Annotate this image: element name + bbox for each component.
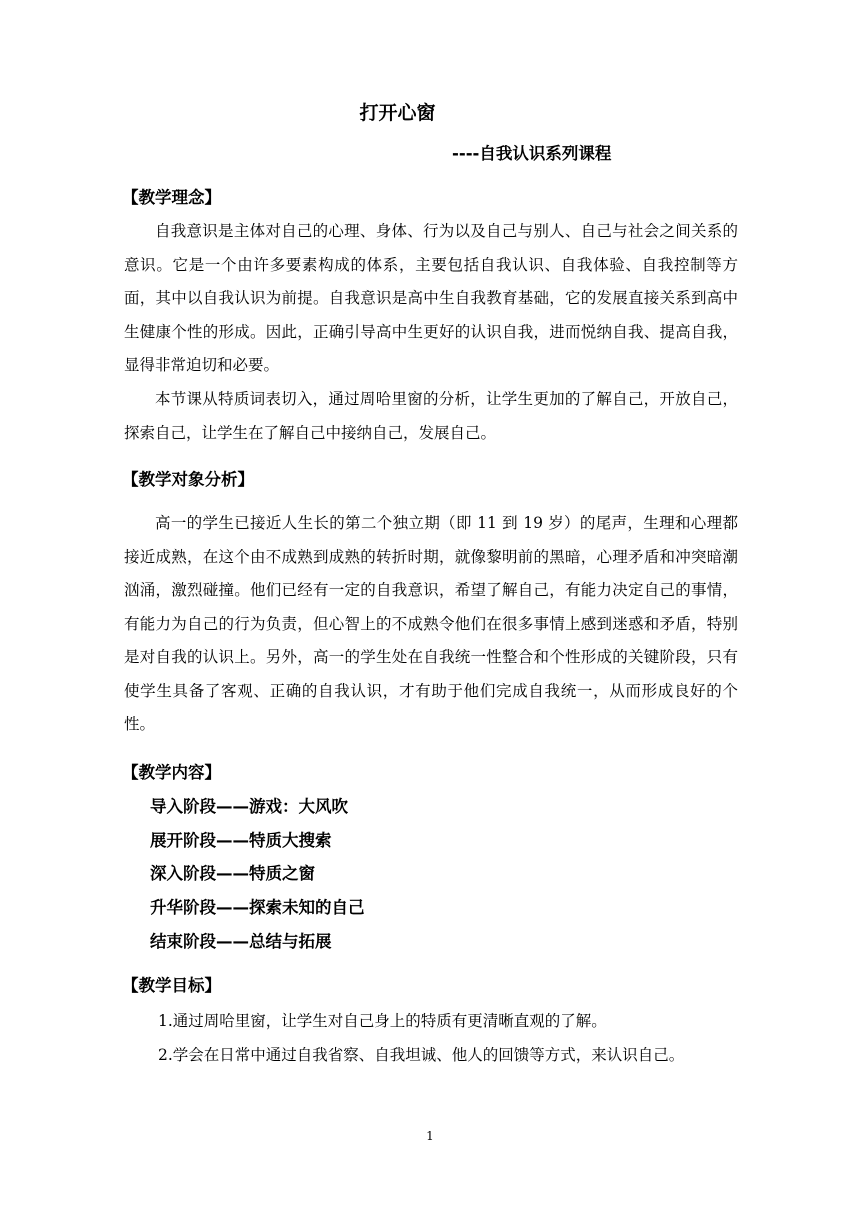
philosophy-paragraph-2: 本节课从特质词表切入，通过周哈里窗的分析，让学生更加的了解自己，开放自己，探索自己，让学生在了解自己中接纳自己，发展自己。 xyxy=(124,390,738,442)
page-number: 1 xyxy=(426,1129,434,1143)
content-stage-2: 展开阶段——特质大搜索 xyxy=(150,831,332,850)
philosophy-paragraph-1: 自我意识是主体对自己的心理、身体、行为以及自己与别人、自己与社会之间关系的意识。它是一个由许多要素构成的体系，主要包括自我认识、自我体验、自我控制等方面，其中以自我认识为前提。自我意识是高中生自我教育基础，它的发展直接关系到高中生健康个性的形成。因此，正确引导高中生更好的认识自我，进而悦纳自我、提高自我，显得非常迫切和必要。 xyxy=(124,222,738,374)
section-heading-philosophy: 【教学理念】 xyxy=(122,188,221,207)
audience-paragraph: 高一的学生已接近人生长的第二个独立期（即 11 到 19 岁）的尾声，生理和心理都接近成熟，在这个由不成熟到成熟的转折时期，就像黎明前的黑暗，心理矛盾和冲突暗潮汹涌，激烈碰撞。他们已经有一定的自我意识，希望了解自己，有能力决定自己的事情，有能力为自己的行为负责，但心智上的不成熟令他们在很多事情上感到迷惑和矛盾，特别是对自我的认识上。另外，高一的学生处在自我统一性整合和个性形成的关键阶段，只有使学生具备了客观、正确的自我认识，才有助于他们完成自我统一，从而形成良好的个性。 xyxy=(124,514,738,733)
content-stage-4: 升华阶段——探索未知的自己 xyxy=(150,898,365,917)
goal-item-2: 2.学会在日常中通过自我省察、自我坦诚、他人的回馈等方式，来认识自己。 xyxy=(158,1046,685,1064)
content-stage-5: 结束阶段——总结与拓展 xyxy=(150,932,332,951)
content-stage-1: 导入阶段——游戏：大风吹 xyxy=(150,797,348,816)
document-title: 打开心窗 xyxy=(359,102,436,124)
section-heading-content: 【教学内容】 xyxy=(122,763,221,782)
section-heading-goals: 【教学目标】 xyxy=(122,976,221,995)
document-subtitle: ----自我认识系列课程 xyxy=(452,144,612,163)
content-stage-3: 深入阶段——特质之窗 xyxy=(150,864,315,883)
goal-item-1: 1.通过周哈里窗，让学生对自己身上的特质有更清晰直观的了解。 xyxy=(158,1012,607,1030)
section-heading-audience: 【教学对象分析】 xyxy=(122,470,254,489)
